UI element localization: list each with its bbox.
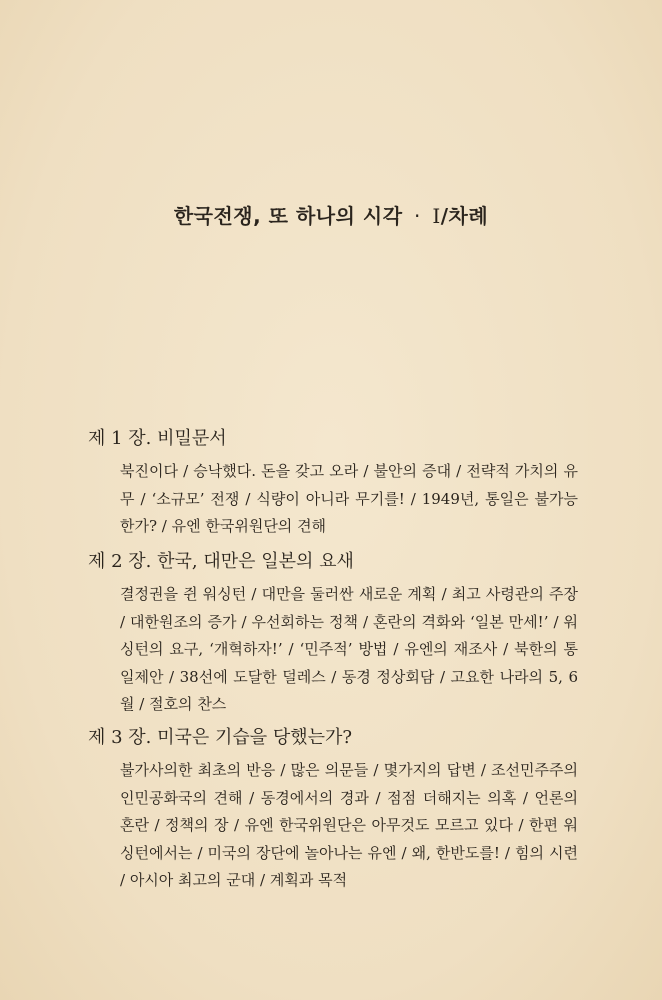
title-volume: Ⅰ (432, 204, 441, 228)
chapter-contents: 북진이다 / 승낙했다. 돈을 갖고 오라 / 불안의 증대 / 전략적 가치의 유무 / ‘소규모’ 전쟁 / 식량이 아니라 무기를! / 1949년, 통일은 불가능한가? / 유엔 한국위원단의 견해 (120, 462, 578, 535)
title-separator: · (413, 204, 421, 228)
chapter-heading: 제 1 장. 비밀문서 (88, 428, 227, 449)
chapter-heading: 제 2 장. 한국, 대만은 일본의 요새 (88, 551, 354, 572)
chapter-heading: 제 3 장. 미국은 기습을 당했는가? (88, 727, 353, 748)
chapter-2 (88, 549, 588, 719)
title-main: 한국전쟁, 또 하나의 시각 (173, 204, 403, 228)
chapter-contents: 결정권을 쥔 워싱턴 / 대만을 둘러싼 새로운 계획 / 최고 사령관의 주장 / 대한원조의 증가 / 우선회하는 정책 / 혼란의 격화와 ‘일본 만세!’ / 워싱턴의 요구, ‘개혁하자!’ / ‘민주적’ 방법 / 유엔의 재조사 / 북한의 통일제안 / 38선에 도달한 덜레스 / 동경 정상회담 / 고요한 나라의 5, 6월 / 절호의 찬스 (120, 585, 578, 713)
title-suffix: /차례 (440, 204, 489, 228)
chapter-contents: 불가사의한 최초의 반응 / 많은 의문들 / 몇가지의 답변 / 조선민주주의인민공화국의 견해 / 동경에서의 경과 / 점점 더해지는 의혹 / 언론의 혼란 / 정책의 장 / 유엔 한국위원단은 아무것도 모르고 있다 / 한편 워싱턴에서는 / 미국의 장단에 놀아나는 유엔 / 왜, 한반도를! / 힘의 시련 / 아시아 최고의 군대 / 계획과 목적 (120, 761, 578, 889)
chapter-1 (88, 426, 588, 541)
page-title (0, 200, 662, 229)
chapter-3 (88, 725, 588, 895)
